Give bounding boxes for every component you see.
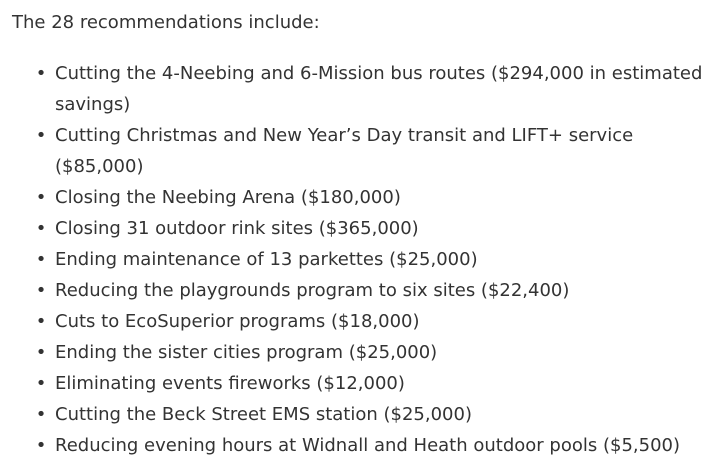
list-item <box>12 58 720 120</box>
bullet-icon <box>35 182 47 213</box>
list-item-text: Ending the sister cities program ($25,000) <box>55 342 438 363</box>
list-item-text: Closing the Neebing Arena ($180,000) <box>55 187 401 208</box>
list-item-text: Closing 31 outdoor rink sites ($365,000) <box>55 218 419 239</box>
list-item-text: Reducing the playgrounds program to six sites ($22,400) <box>55 280 570 301</box>
bullet-icon <box>35 244 47 275</box>
recommendations-list <box>12 58 720 461</box>
list-item <box>12 430 720 461</box>
bullet-icon <box>35 58 47 89</box>
list-item-text: Cutting Christmas and New Year’s Day transit and LIFT+ service ($85,000) <box>55 125 634 177</box>
list-item <box>12 399 720 430</box>
list-item <box>12 213 720 244</box>
bullet-icon <box>35 430 47 461</box>
list-item <box>12 337 720 368</box>
list-item <box>12 120 720 182</box>
list-item <box>12 244 720 275</box>
list-item-text: Ending maintenance of 13 parkettes ($25,000) <box>55 249 478 270</box>
list-item <box>12 182 720 213</box>
intro-paragraph: The 28 recommendations include: <box>12 12 320 33</box>
list-item <box>12 275 720 306</box>
bullet-icon <box>35 213 47 244</box>
bullet-icon <box>35 275 47 306</box>
bullet-icon <box>35 368 47 399</box>
list-item-text: Cutting the Beck Street EMS station ($25,000) <box>55 404 472 425</box>
list-item-text: Cutting the 4-Neebing and 6-Mission bus routes ($294,000 in estimated savings) <box>55 63 703 115</box>
list-item-text: Reducing evening hours at Widnall and Heath outdoor pools ($5,500) <box>55 435 680 456</box>
bullet-icon <box>35 120 47 151</box>
list-item <box>12 368 720 399</box>
bullet-icon <box>35 337 47 368</box>
bullet-icon <box>35 306 47 337</box>
list-item-text: Eliminating events fireworks ($12,000) <box>55 373 405 394</box>
list-item-text: Cuts to EcoSuperior programs ($18,000) <box>55 311 420 332</box>
bullet-icon <box>35 399 47 430</box>
list-item <box>12 306 720 337</box>
